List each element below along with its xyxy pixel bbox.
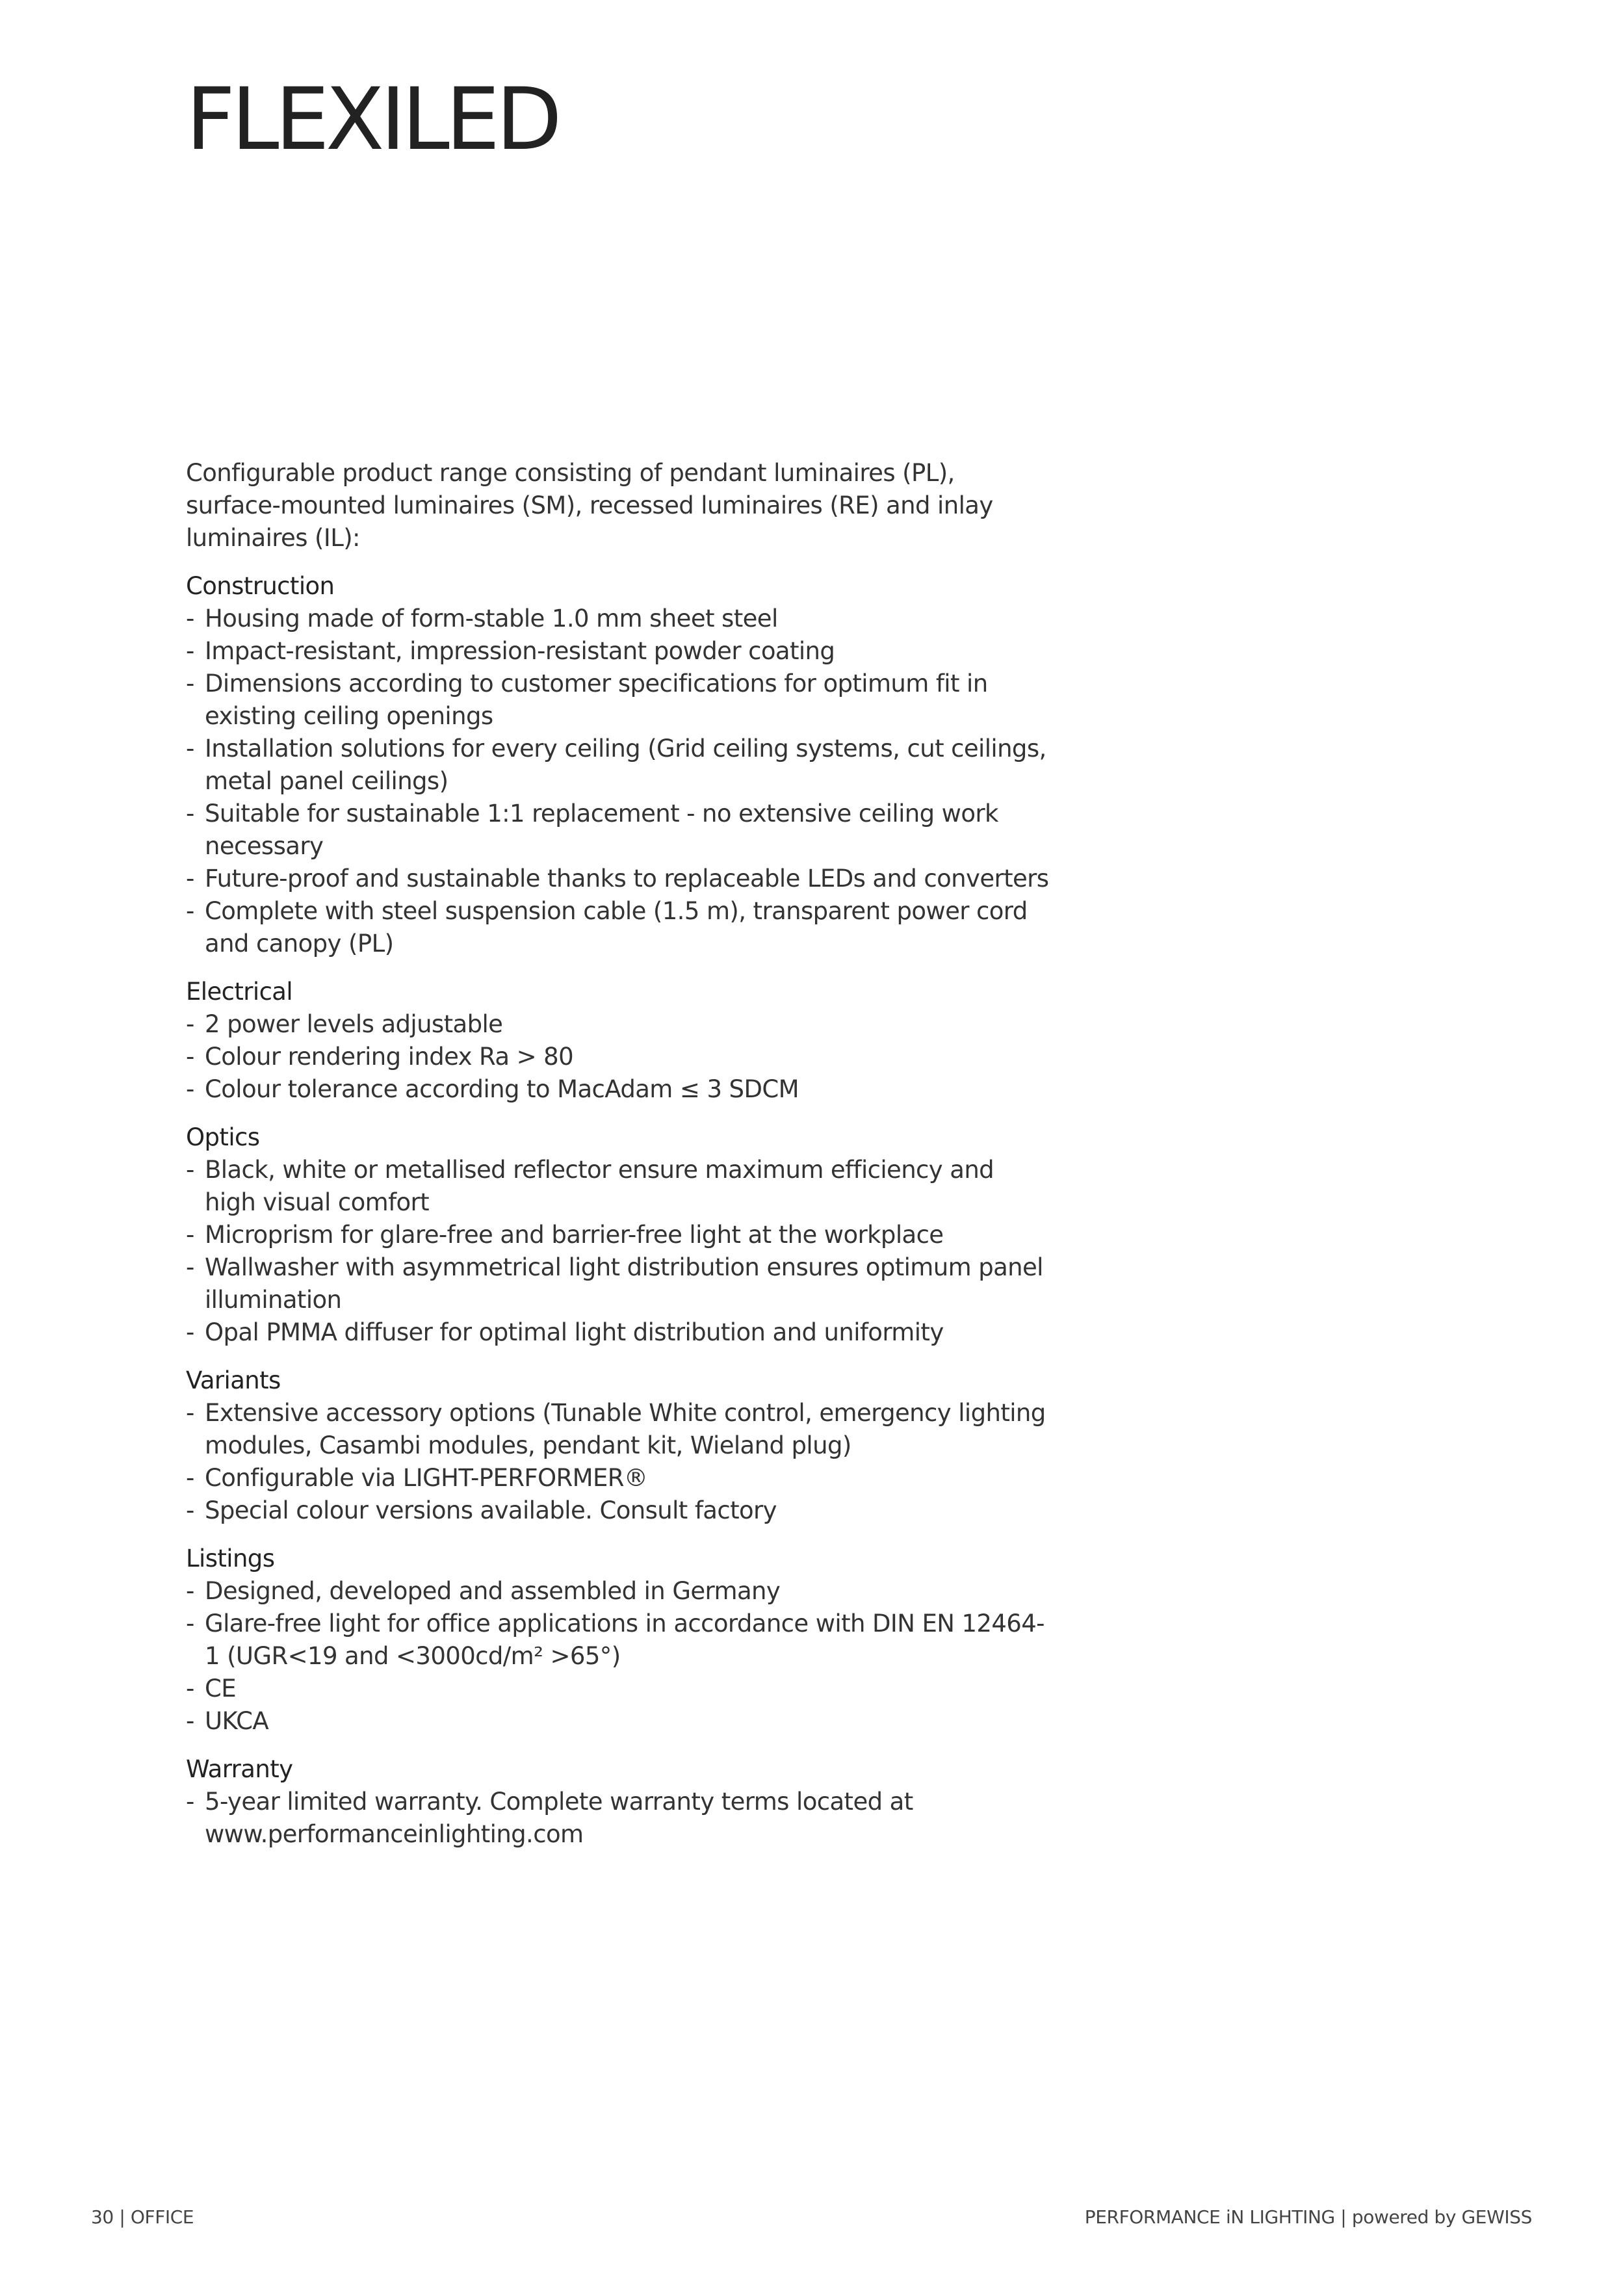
page-title: FLEXILED [186, 70, 558, 170]
list-item: - Black, white or metallised reflector ensure maximum efficiency and high visual comfort [186, 1154, 1050, 1219]
list-item: - Suitable for sustainable 1:1 replacement - no extensive ceiling work necessary [186, 798, 1050, 863]
list-item: - CE [186, 1673, 1050, 1705]
section-construction [186, 570, 1050, 960]
list-item: - Extensive accessory options (Tunable White control, emergency lighting modules, Casambi modules, pendant kit, Wieland plug) [186, 1397, 1050, 1462]
footer-page-label: 30 | OFFICE [91, 2206, 194, 2228]
bullet-list [186, 1575, 1050, 1738]
list-item: - Installation solutions for every ceiling (Grid ceiling systems, cut ceilings, metal panel ceilings) [186, 733, 1050, 798]
section-heading: Electrical [186, 978, 293, 1006]
list-item: - Housing made of form-stable 1.0 mm sheet steel [186, 603, 1050, 635]
list-item: - Colour rendering index Ra > 80 [186, 1041, 1050, 1073]
list-item: - Future-proof and sustainable thanks to replaceable LEDs and converters [186, 863, 1050, 895]
list-item: - Impact-resistant, impression-resistant powder coating [186, 635, 1050, 668]
list-item: - 2 power levels adjustable [186, 1008, 1050, 1041]
list-item: - Dimensions according to customer specifications for optimum fit in existing ceiling openings [186, 668, 1050, 733]
section-heading: Warranty [186, 1755, 293, 1783]
footer-brand-label: PERFORMANCE iN LIGHTING | powered by GEWISS [1084, 2206, 1532, 2228]
section-warranty [186, 1753, 1050, 1851]
list-item: - Complete with steel suspension cable (1.5 m), transparent power cord and canopy (PL) [186, 895, 1050, 960]
section-electrical [186, 976, 1050, 1106]
bullet-list [186, 1154, 1050, 1349]
list-item: - Special colour versions available. Consult factory [186, 1494, 1050, 1527]
section-heading: Variants [186, 1366, 281, 1394]
section-heading: Optics [186, 1123, 260, 1151]
list-item: - Configurable via LIGHT-PERFORMER® [186, 1462, 1050, 1494]
bullet-list [186, 603, 1050, 960]
section-optics [186, 1121, 1050, 1349]
bullet-list [186, 1008, 1050, 1106]
section-heading: Listings [186, 1545, 275, 1572]
bullet-list [186, 1786, 1050, 1851]
bullet-list [186, 1397, 1050, 1527]
list-item: - Opal PMMA diffuser for optimal light distribution and uniformity [186, 1316, 1050, 1349]
list-item: - Wallwasher with asymmetrical light distribution ensures optimum panel illumination [186, 1251, 1050, 1316]
section-listings [186, 1543, 1050, 1738]
spec-content [186, 457, 1050, 1866]
list-item: - 5-year limited warranty. Complete warranty terms located at www.performanceinlighting.com [186, 1786, 1050, 1851]
list-item: - UKCA [186, 1705, 1050, 1738]
list-item: - Microprism for glare-free and barrier-free light at the workplace [186, 1219, 1050, 1251]
section-heading: Construction [186, 572, 335, 600]
list-item: - Colour tolerance according to MacAdam ≤ 3 SDCM [186, 1073, 1050, 1106]
list-item: - Glare-free light for office applications in accordance with DIN EN 12464-1 (UGR<19 and <3000cd/m² >65°) [186, 1608, 1050, 1673]
section-variants [186, 1364, 1050, 1527]
list-item: - Designed, developed and assembled in Germany [186, 1575, 1050, 1608]
intro-paragraph: Configurable product range consisting of pendant luminaires (PL), surface-mounted luminaires (SM), recessed luminaires (RE) and inlay luminaires (IL): [186, 459, 993, 552]
